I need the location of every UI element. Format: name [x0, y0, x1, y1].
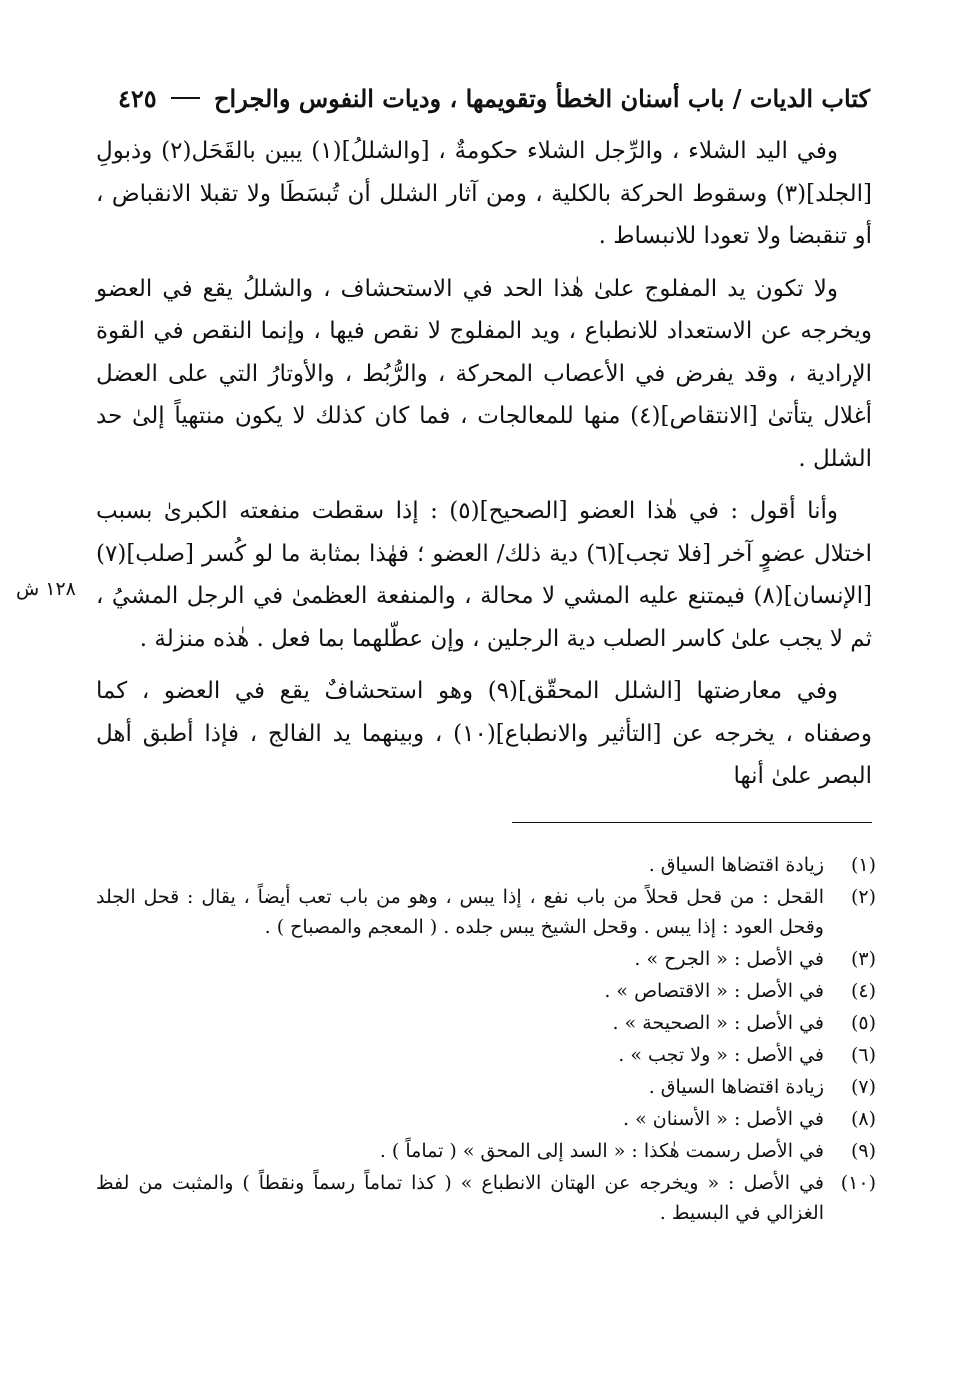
- header-title: كتاب الديات / باب أسنان الخطأ وتقويمها ، وديات النفوس والجراح: [214, 83, 870, 113]
- footnote-text: زيادة اقتضاها السياق .: [648, 854, 824, 876]
- footnote-number: (٧): [850, 1076, 876, 1098]
- footnote: [96, 1072, 876, 1102]
- footnote-text: في الأصل رسمت هٰكذا : « السد إلى المحق » ( تماماً ) .: [379, 1140, 824, 1162]
- footnote: [96, 1104, 876, 1134]
- footnote-text: في الأصل : « الاقتصاص » .: [604, 980, 824, 1002]
- footnote: [96, 944, 876, 974]
- footnote: [96, 882, 876, 942]
- footnote: [96, 1008, 876, 1038]
- footnotes: [96, 850, 876, 1230]
- header-rule: [171, 97, 200, 99]
- footnote-number: (٤): [850, 980, 876, 1002]
- margin-folio-note: ١٢٨ ش: [16, 578, 76, 600]
- footnote: [96, 1136, 876, 1166]
- footnote-text: زيادة اقتضاها السياق .: [648, 1076, 824, 1098]
- footnote-number: (٩): [850, 1140, 876, 1162]
- footnote-text: في الأصل : « الصحيحة » .: [612, 1012, 824, 1034]
- footnote: [96, 976, 876, 1006]
- footnote-number: (٨): [850, 1108, 876, 1130]
- footnote-text: في الأصل : « ويخرجه عن الهتان الانطباع » ( كذا تماماً رسماً ونقطاً ) والمثبت من لفظ الغزالي في البسيط .: [96, 1172, 824, 1224]
- page-number: ٤٢٥: [118, 83, 157, 113]
- footnote-number: (٦): [850, 1044, 876, 1066]
- footnote-text: في الأصل : « الأسنان » .: [623, 1108, 824, 1130]
- footnote-text: القحل : من قحل قحلاً من باب نفع ، إذا يبس ، وهو من باب تعب أيضاً ، يقال : قحل الجلد وقحل العود : إذا يبس . وقحل الشيخ يبس جلده . ( المعجم والمصباح ) .: [96, 886, 824, 938]
- footnote-separator: [512, 822, 872, 823]
- footnote-text: في الأصل : « ولا تجب » .: [618, 1044, 824, 1066]
- paragraph: وأنا أقول : في هٰذا العضو [الصحيح](٥) : إذا سقطت منفعته الكبرىٰ بسبب اختلال عضوٍ آخر [فلا تجب](٦) دية ذلك/ العضو ؛ فهٰذا بمثابة ما لو كُسر [صلب](٧) [الإنسان](٨) فيمتنع عليه المشي لا محالة ، والمنفعة العظمىٰ في الرجل المشيُ ، ثم لا يجب علىٰ كاسر الصلب دية الرجلين ، وإن عطّلهما بما فعل . هٰذه منزلة .: [96, 498, 872, 652]
- footnote: [96, 1168, 876, 1228]
- footnote-number: (١٠): [840, 1172, 876, 1194]
- footnote-number: (٥): [850, 1012, 876, 1034]
- main-text: [96, 130, 872, 808]
- footnote-number: (٣): [850, 948, 876, 970]
- footnote-number: (٢): [850, 886, 876, 908]
- running-header: [118, 78, 870, 118]
- footnote-text: في الأصل : « الجرح » .: [634, 948, 824, 970]
- footnote: [96, 850, 876, 880]
- paragraph: وفي اليد الشلاء ، والرِّجل الشلاء حكومةٌ ، [والشللُ](١) يبين بالقَحَل(٢) وذبولِ [الجلد](٣) وسقوط الحركة بالكلية ، ومن آثار الشلل أن تُبسَطَا ولا تقبلا الانقباض ، أو تنقبضا ولا تعودا للانبساط .: [96, 138, 872, 249]
- footnote-number: (١): [850, 854, 876, 876]
- footnote: [96, 1040, 876, 1070]
- paragraph: ولا تكون يد المفلوج علىٰ هٰذا الحد في الاستحشاف ، والشللُ يقع في العضو ويخرجه عن الاستعداد للانطباع ، ويد المفلوج لا نقص فيها ، وإنما النقص في القوة الإرادية ، وقد يفرض في الأعصاب المحركة ، والرُّبُط ، والأوتارُ التي على العضل أغلال يتأتىٰ [الانتقاص](٤) منها للمعالجات ، فما كان كذلك لا يكون منتهياً إلىٰ حد الشلل .: [96, 275, 872, 472]
- paragraph: وفي معارضتها [الشلل المحقّق](٩) وهو استحشافٌ يقع في العضو ، كما وصفناه ، يخرجه عن [التأثير والانطباع](١٠) ، وبينهما يد الفالج ، فإذا أطبق أهل البصر علىٰ أنها: [96, 678, 872, 789]
